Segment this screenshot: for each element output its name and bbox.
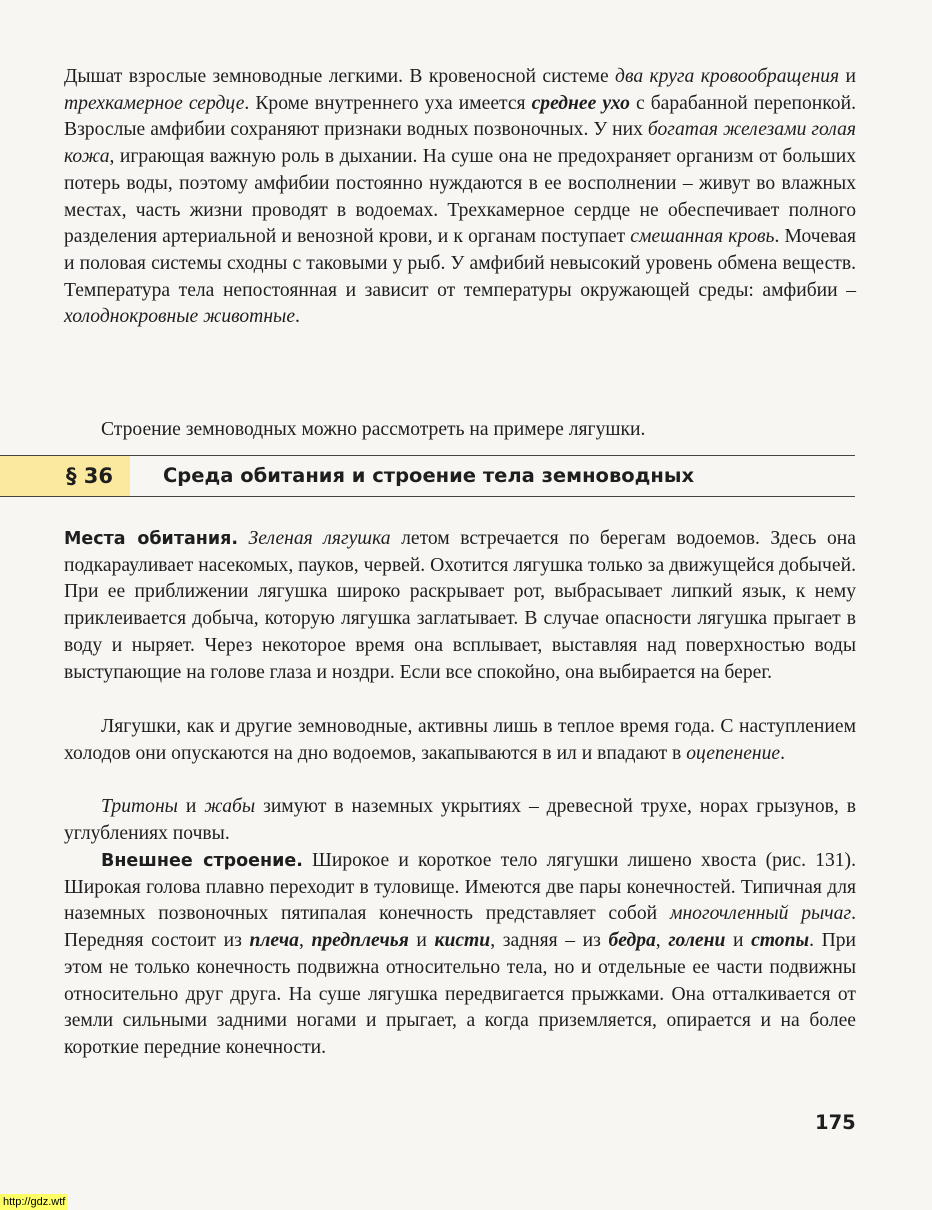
intro-text-7: .: [295, 306, 300, 328]
intro-text-4: с барабанной перепонкой. Взрослые амфибии сохраняют признаки водных позвоночных. У них: [64, 92, 856, 141]
section-bottom-rule: [0, 496, 855, 497]
tritons-text-1: и: [177, 796, 205, 817]
section-top-rule: [0, 455, 855, 456]
intro-text-2: и: [839, 66, 857, 87]
winter-text-1: Лягушки, как и другие земноводные, активны лишь в теплое время года. С наступлением холодов они опускаются на дно водоемов, закапываются в ил и впадают в: [64, 716, 856, 764]
term-hand: кисти: [434, 930, 491, 952]
term-forearm: предплечья: [311, 930, 409, 952]
section-title: Среда обитания и строение тела земноводных: [163, 464, 695, 487]
term-cold-blooded: холоднокровные животные: [64, 306, 296, 328]
external-text-4: и: [408, 930, 435, 952]
winter-paragraph: [64, 714, 856, 767]
source-link[interactable]: http://gdz.wtf: [0, 1194, 68, 1210]
intro-text-5: , играющая важную роль в дыхании. На суше она не предохраняет организм от больших потерь воды, поэтому амфибии постоянно нуждаются в ее восполнении – живут во влажных местах, часть жизни проводят в водоемах. Трехкамерное сердце не обеспечивает полного разделения артериальной и венозной крови, и к органам поступает: [64, 146, 856, 248]
intro-text-3: . Кроме внутреннего уха имеется: [244, 92, 532, 114]
external-text-2: . Передняя состоит из: [64, 903, 856, 952]
term-multi-link-lever: многочленный рычаг: [669, 903, 852, 925]
external-structure-paragraph: [64, 848, 856, 1062]
section-number: § 36: [66, 464, 114, 488]
term-shoulder: плеча: [249, 930, 299, 952]
habitat-paragraph: [64, 526, 856, 686]
external-text-1: Широкое и короткое тело лягушки лишено хвоста (рис. 131). Широкая голова плавно переходит в туловище. Имеются две пары конечностей. Типичная для наземных позвоночных пятипалая конечность представляет собой: [64, 850, 856, 925]
habitat-heading: Места обитания.: [64, 529, 239, 549]
external-structure-heading: Внешнее строение.: [101, 851, 303, 871]
term-torpor: оцепенение: [686, 742, 781, 764]
intro-paragraph: [64, 64, 856, 331]
external-text-7: и: [725, 930, 752, 952]
term-two-circulation-circles: два круга кровообращения: [615, 66, 840, 87]
term-mixed-blood: смешанная кровь: [630, 226, 775, 248]
intro-text-1: Дышат взрослые земноводные легкими. В кровеносной системе: [64, 66, 616, 87]
habitat-text: летом встречается по берегам водоемов. Здесь она подкарауливает насекомых, пауков, червей. Охотится лягушка только за движущейся добычей. При ее приближении лягушка широко раскрывает рот, выбрасывает липкий язык, к нему приклеивается добыча, которую лягушка заглатывает. В случае опасности лягушка прыгает в воду и ныряет. Через некоторое время она всплывает, выставляя над поверхностью воды выступающие на голове глаза и ноздри. Если все спокойно, она выбирается на берег.: [64, 528, 856, 683]
intro-paragraph-2: Строение земноводных можно рассмотреть на примере лягушки.: [101, 419, 646, 440]
external-text-3: ,: [298, 930, 312, 952]
intro-text-6: . Мочевая и половая системы сходны с таковыми у рыб. У амфибий невысокий уровень обмена веществ. Температура тела непостоянная и зависит от температуры окружающей среды: амфибии –: [64, 226, 856, 301]
term-middle-ear: среднее ухо: [531, 92, 630, 114]
term-toads: жабы: [204, 796, 256, 817]
term-foot: стопы: [751, 930, 810, 952]
external-text-8: . При этом не только конечность подвижна относительно тела, но и отдельные ее части подвижны относительно друг друга. На суше лягушка передвигается прыжками. Она отталкивается от земли сильными задними ногами и прыгает, а когда приземляется, опирается и на более короткие передние конечности.: [64, 930, 857, 1058]
tritons-text-2: зимуют в наземных укрытиях – древесной трухе, норах грызунов, в углублениях почвы.: [64, 796, 856, 844]
winter-text-2: .: [780, 742, 786, 764]
external-text-5: , задняя – из: [490, 930, 609, 952]
term-glandular-skin: богатая железами голая кожа: [64, 119, 856, 168]
page-number: 175: [815, 1111, 856, 1134]
tritons-paragraph: [64, 794, 856, 847]
term-green-frog: Зеленая лягушка: [248, 528, 391, 549]
external-text-6: ,: [655, 930, 669, 952]
term-shin: голени: [668, 930, 726, 952]
term-thigh: бедра: [608, 930, 656, 952]
term-three-chamber-heart: трехкамерное сердце: [64, 92, 245, 114]
term-tritons: Тритоны: [101, 796, 178, 817]
